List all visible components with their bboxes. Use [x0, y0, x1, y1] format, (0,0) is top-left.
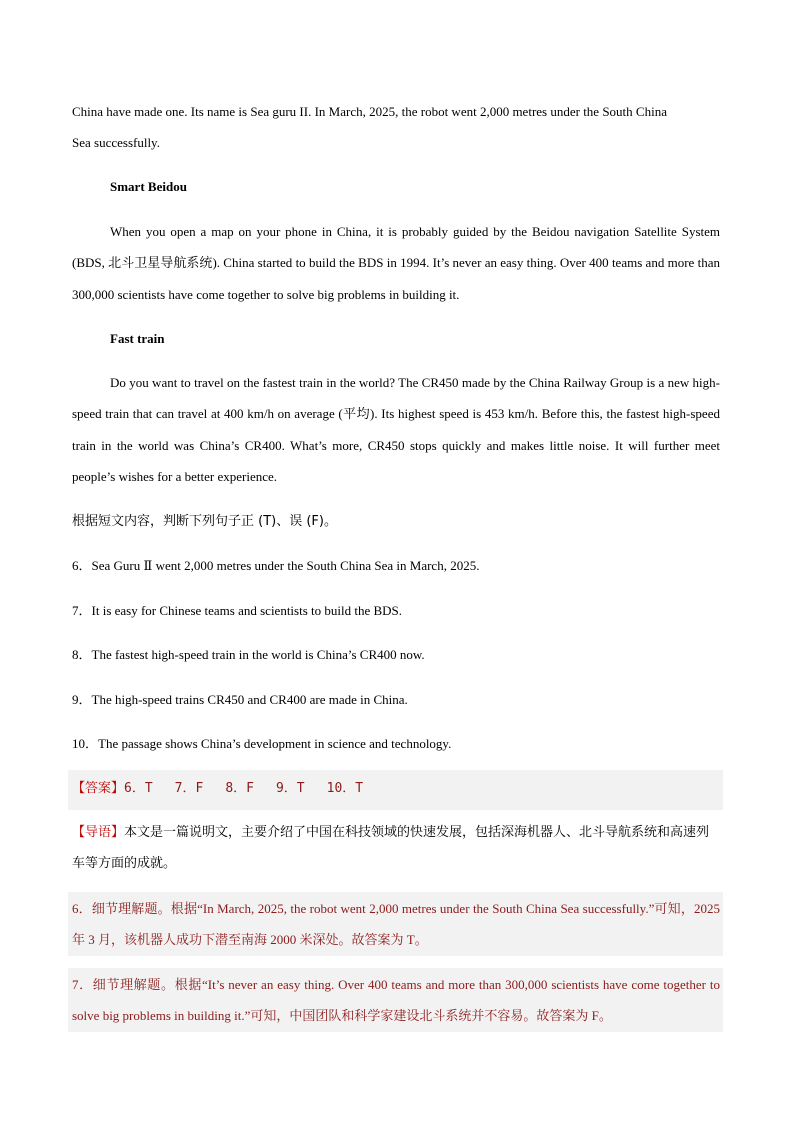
- question-9: 9．The high-speed trains CR450 and CR400 are made in China.: [72, 692, 408, 707]
- section-title-fast-train: Fast train: [110, 331, 165, 346]
- train-paragraph: Do you want to travel on the fastest train in the world? The CR450 made by the China Railway Group is a new high-speed train that can travel at 400 km/h on average (平均). Its highest speed is 453 km/h. Before this, the fastest high-speed train in the world was China’s CR400. What’s more, CR450 stops quickly and makes little noise. It will further meet people’s wishes for a better experience.: [72, 375, 720, 484]
- instruction-text: 根据短文内容，判断下列句子正 (T)、误 (F)。: [72, 514, 337, 529]
- section-title-smart-beidou: Smart Beidou: [110, 179, 187, 194]
- question-8: 8．The fastest high-speed train in the world is China’s CR400 now.: [72, 647, 425, 662]
- answer-line: 【答案】6．T 7．F 8．F 9．T 10．T: [72, 781, 364, 796]
- question-6: 6．Sea Guru Ⅱ went 2,000 metres under the South China Sea in March, 2025.: [72, 558, 480, 573]
- question-10: 10．The passage shows China’s development in science and technology.: [72, 736, 452, 751]
- explanation-6: 6．细节理解题。根据“In March, 2025, the robot went 2,000 metres under the South China Sea successfully.”可知，2025 年 3 月，该机器人成功下潜至南海 2000 米深处。故答案为 T。: [72, 901, 720, 947]
- question-7: 7．It is easy for Chinese teams and scientists to build the BDS.: [72, 603, 403, 618]
- intro-paragraph: China have made one. Its name is Sea guru II. In March, 2025, the robot went 2,000 metres under the South China Sea successfully.: [72, 104, 667, 150]
- guide-paragraph: 【导语】本文是一篇说明文，主要介绍了中国在科技领域的快速发展，包括深海机器人、北斗导航系统和高速列车等方面的成就。: [72, 825, 710, 871]
- beidou-paragraph: When you open a map on your phone in China, it is probably guided by the Beidou navigation Satellite System (BDS, 北斗卫星导航系统). China started to build the BDS in 1994. It’s never an easy thing. Over 400 teams and more than 300,000 scientists have come together to solve big problems in building it.: [72, 224, 720, 302]
- explanation-7: 7．细节理解题。根据“It’s never an easy thing. Over 400 teams and more than 300,000 scientists have come together to solve big problems in building it.”可知，中国团队和科学家建设北斗系统并不容易。故答案为 F。: [72, 977, 720, 1023]
